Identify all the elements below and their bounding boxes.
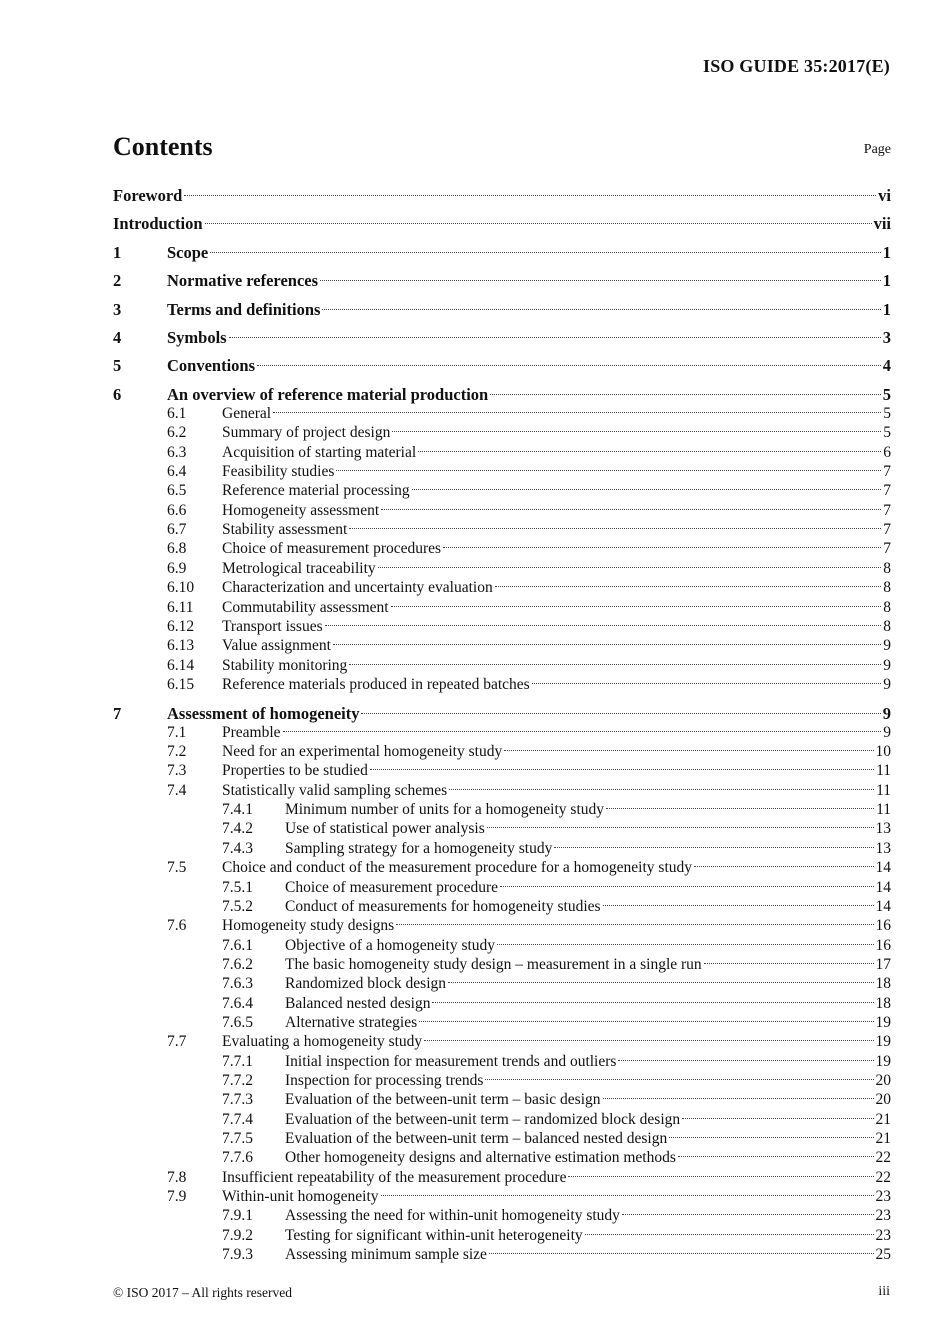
toc-leader-dots [489, 1253, 874, 1254]
toc-entry-number: 6.12 [167, 617, 195, 635]
toc-entry-page: 8 [883, 559, 891, 577]
toc-leader-dots [669, 1137, 873, 1138]
toc-entry[interactable] [113, 819, 891, 839]
toc-entry-page: 19 [875, 1033, 891, 1051]
toc-entry[interactable] [113, 974, 891, 994]
toc-entry-number: 7.4.1 [222, 801, 253, 819]
toc-entry-page: 10 [875, 743, 891, 761]
toc-entry-page: 14 [875, 859, 891, 877]
toc-entry-number: 6.6 [167, 501, 187, 519]
toc-entry-number: 7.1 [167, 723, 187, 741]
toc-entry[interactable] [113, 501, 891, 521]
toc-leader-dots [322, 309, 880, 310]
toc-entry-page: vii [873, 214, 891, 234]
toc-entry-title: Use of statistical power analysis [285, 820, 485, 838]
toc-leader-dots [495, 586, 882, 587]
toc-leader-dots [418, 451, 881, 452]
toc-entry[interactable] [113, 1110, 891, 1130]
toc-leader-dots [229, 337, 881, 338]
toc-leader-dots [391, 606, 882, 607]
toc-entry-title: Stability assessment [222, 521, 348, 539]
toc-entry-number: 7.2 [167, 743, 187, 761]
toc-entry-number: 7.6 [167, 917, 187, 935]
toc-entry-number: 2 [113, 271, 122, 291]
toc-entry-number: 6.15 [167, 675, 195, 693]
toc-entry-title: Acquisition of starting material [222, 443, 417, 461]
toc-entry-number: 7.7.2 [222, 1072, 253, 1089]
toc-entry-page: 13 [875, 839, 891, 857]
toc-entry-title: The basic homogeneity study design – measurement in a single run [285, 955, 702, 973]
toc-entry-title: Foreword [113, 186, 183, 205]
toc-entry-page: 21 [875, 1130, 891, 1148]
toc-entry-number: 6.2 [167, 424, 187, 442]
toc-entry-page: 18 [875, 994, 891, 1012]
document-code: ISO GUIDE 35:2017(E) [702, 56, 890, 76]
toc-leader-dots [370, 769, 874, 770]
toc-entry-number: 7.8 [167, 1168, 187, 1186]
toc-leader-dots [184, 195, 876, 196]
toc-leader-dots [349, 664, 881, 665]
toc-entry[interactable] [113, 742, 891, 762]
toc-entry-number: 7.7.6 [222, 1149, 253, 1167]
toc-entry-title: Minimum number of units for a homogeneity study [285, 801, 605, 819]
toc-entry-title: Reference material processing [222, 482, 410, 500]
toc-entry[interactable] [113, 1206, 891, 1226]
toc-entry-title: Insufficient repeatability of the measurement procedure [222, 1168, 567, 1186]
toc-leader-dots [487, 827, 874, 828]
toc-entry-number: 7.6.2 [222, 955, 253, 973]
toc-entry-title: Testing for significant within-unit heterogeneity [285, 1226, 583, 1244]
toc-entry-number: 7.6.1 [222, 936, 253, 954]
toc-leader-dots [336, 470, 881, 471]
toc-entry[interactable] [113, 385, 891, 405]
toc-entry-number: 6.11 [167, 598, 194, 616]
toc-entry-title: Balanced nested design [285, 994, 431, 1012]
toc-entry-page: 19 [875, 1013, 891, 1031]
toc-entry-title: Reference materials produced in repeated batches [222, 675, 530, 693]
toc-leader-dots [485, 1079, 873, 1080]
toc-entry-title: Inspection for processing trends [285, 1072, 484, 1089]
toc-leader-dots [205, 223, 872, 224]
toc-leader-dots [381, 509, 881, 510]
toc-entry-page: 16 [875, 936, 891, 954]
toc-entry-page: 22 [875, 1149, 891, 1167]
toc-leader-dots [333, 644, 881, 645]
toc-entry-page: 1 [882, 299, 891, 319]
toc-entry-number: 7.7 [167, 1033, 187, 1051]
toc-entry-page: 11 [876, 781, 891, 799]
toc-entry-page: 17 [875, 955, 891, 973]
toc-entry-number: 7.6.3 [222, 975, 253, 993]
toc-entry[interactable] [113, 1129, 891, 1149]
toc-entry-number: 6.5 [167, 482, 187, 500]
toc-entry-number: 7.5.2 [222, 897, 253, 915]
toc-leader-dots [554, 847, 873, 848]
toc-entry-page: 9 [883, 637, 891, 655]
toc-entry[interactable] [113, 800, 891, 820]
toc-leader-dots [568, 1176, 873, 1177]
toc-entry-number: 7.9.2 [222, 1226, 253, 1244]
toc-entry[interactable] [113, 704, 891, 724]
toc-entry-page: 16 [875, 917, 891, 935]
toc-leader-dots [361, 713, 880, 714]
toc-entry-page: 18 [875, 975, 891, 993]
toc-entry-page: 7 [883, 540, 891, 558]
toc-entry[interactable] [113, 936, 891, 956]
toc-entry-title: Alternative strategies [285, 1013, 418, 1031]
toc-entry[interactable] [113, 723, 891, 743]
toc-entry-title: Properties to be studied [222, 762, 368, 780]
toc-entry-number: 7.5 [167, 859, 187, 877]
toc-entry-page: 23 [875, 1188, 891, 1206]
contents-heading: Contents [113, 132, 213, 161]
toc-entry[interactable] [113, 1245, 891, 1265]
toc-leader-dots [432, 1002, 873, 1003]
toc-leader-dots [349, 528, 881, 529]
toc-entry-number: 7.9.3 [222, 1246, 253, 1264]
toc-leader-dots [704, 963, 874, 964]
toc-entry[interactable] [113, 539, 891, 559]
toc-leader-dots [618, 1060, 873, 1061]
toc-entry[interactable] [113, 636, 891, 656]
toc-entry-number: 7.7.4 [222, 1110, 253, 1128]
toc-entry-page: 9 [883, 656, 891, 674]
toc-entry[interactable] [113, 1013, 891, 1033]
toc-entry[interactable] [113, 404, 891, 424]
toc-entry[interactable] [113, 916, 891, 936]
toc-entry-number: 7.7.3 [222, 1091, 253, 1109]
toc-entry-number: 6.3 [167, 443, 187, 461]
toc-leader-dots [283, 731, 882, 732]
toc-entry-title: Need for an experimental homogeneity study [222, 743, 503, 761]
toc-entry-title: Introduction [113, 214, 203, 234]
toc-entry-number: 6.9 [167, 559, 187, 577]
toc-entry[interactable] [113, 328, 891, 348]
toc-entry[interactable] [113, 781, 891, 801]
toc-entry-title: Choice of measurement procedures [222, 540, 442, 558]
toc-entry[interactable] [113, 1226, 891, 1246]
toc-entry[interactable] [113, 520, 891, 540]
toc-entry-number: 3 [113, 299, 122, 319]
toc-leader-dots [585, 1234, 874, 1235]
toc-entry[interactable] [113, 300, 891, 320]
toc-entry-page: 11 [876, 801, 891, 819]
toc-leader-dots [257, 365, 881, 366]
toc-leader-dots [694, 866, 873, 867]
toc-entry-title: Conduct of measurements for homogeneity studies [285, 897, 601, 915]
toc-leader-dots [532, 683, 882, 684]
toc-entry-number: 6 [113, 384, 122, 404]
toc-entry[interactable] [113, 1052, 891, 1072]
toc-entry-page: 5 [883, 405, 891, 422]
toc-entry-page: 22 [875, 1168, 891, 1186]
toc-entry-number: 6.8 [167, 540, 187, 558]
toc-leader-dots [606, 808, 874, 809]
toc-entry-title: Choice of measurement procedure [285, 878, 499, 896]
toc-entry-title: Scope [167, 242, 209, 262]
toc-entry-title: Initial inspection for measurement trends and outliers [285, 1052, 617, 1070]
toc-entry-title: Within-unit homogeneity [222, 1188, 379, 1206]
toc-leader-dots [381, 1195, 874, 1196]
toc-entry[interactable] [113, 839, 891, 859]
toc-entry-page: 5 [883, 424, 891, 442]
toc-entry-number: 7 [113, 703, 122, 723]
toc-entry-page: 1 [882, 271, 891, 291]
toc-entry[interactable] [113, 955, 891, 975]
toc-entry[interactable] [113, 1148, 891, 1168]
toc-entry-page: 13 [875, 820, 891, 838]
footer-page-number: iii [878, 1284, 890, 1299]
toc-entry-title: Other homogeneity designs and alternative estimation methods [285, 1149, 676, 1167]
toc-entry-page: 5 [882, 384, 891, 404]
toc-entry-title: Evaluating a homogeneity study [222, 1033, 423, 1051]
toc-entry[interactable] [113, 578, 891, 598]
toc-entry-page: vi [878, 186, 891, 205]
toc-entry-title: Characterization and uncertainty evaluation [222, 579, 493, 597]
toc-entry[interactable] [113, 598, 891, 618]
toc-entry-number: 7.6.5 [222, 1013, 253, 1031]
toc-entry-number: 7.7.5 [222, 1130, 253, 1148]
toc-leader-dots [603, 1098, 874, 1099]
toc-entry-title: Preamble [222, 723, 281, 741]
toc-entry-page: 8 [883, 617, 891, 635]
toc-entry-number: 6.13 [167, 637, 195, 655]
toc-entry-title: Assessment of homogeneity [167, 703, 360, 723]
toc-entry-title: Sampling strategy for a homogeneity study [285, 839, 553, 857]
toc-entry-title: General [222, 405, 272, 422]
toc-entry-title: Assessing minimum sample size [285, 1246, 487, 1264]
toc-entry-title: Symbols [167, 328, 227, 347]
toc-entry-number: 7.9 [167, 1188, 187, 1206]
toc-entry-title: An overview of reference material production [167, 384, 489, 404]
toc-entry-page: 3 [882, 328, 891, 347]
toc-entry[interactable] [113, 1187, 891, 1207]
toc-entry-page: 8 [883, 579, 891, 597]
toc-leader-dots [682, 1118, 873, 1119]
toc-leader-dots [320, 280, 881, 281]
toc-entry-number: 7.9.1 [222, 1207, 253, 1225]
toc-entry-number: 7.3 [167, 762, 187, 780]
toc-entry-title: Normative references [167, 271, 319, 291]
toc-entry-page: 8 [883, 598, 891, 616]
toc-entry-page: 7 [883, 463, 891, 481]
toc-entry-title: Stability monitoring [222, 656, 348, 674]
toc-entry-title: Evaluation of the between-unit term – randomized block design [285, 1110, 681, 1128]
toc-entry-title: Evaluation of the between-unit term – balanced nested design [285, 1130, 668, 1148]
toc-entry[interactable] [113, 858, 891, 878]
toc-entry-title: Metrological traceability [222, 559, 376, 577]
toc-entry-title: Conventions [167, 356, 256, 376]
toc-entry[interactable] [113, 1168, 891, 1188]
toc-entry[interactable] [113, 617, 891, 637]
toc-leader-dots [603, 905, 874, 906]
toc-entry-page: 19 [875, 1052, 891, 1070]
toc-entry-number: 7.5.1 [222, 878, 253, 896]
toc-entry-page: 23 [875, 1226, 891, 1244]
toc-leader-dots [273, 412, 881, 413]
toc-entry-title: Transport issues [222, 617, 323, 635]
toc-entry-number: 6.1 [167, 405, 187, 422]
toc-entry-title: Randomized block design [285, 975, 446, 993]
toc-entry-page: 25 [875, 1246, 891, 1264]
toc-entry[interactable] [113, 243, 891, 263]
toc-entry-number: 7.4.3 [222, 839, 253, 857]
toc-entry-title: Commutability assessment [222, 598, 389, 616]
toc-entry-title: Feasibility studies [222, 463, 335, 481]
toc-entry[interactable] [113, 1032, 891, 1052]
toc-leader-dots [490, 394, 881, 395]
toc-entry[interactable] [113, 675, 891, 695]
toc-entry[interactable] [113, 481, 891, 501]
toc-entry[interactable] [113, 1090, 891, 1110]
toc-entry-title: Assessing the need for within-unit homogeneity study [285, 1207, 620, 1225]
toc-entry-page: 9 [882, 703, 891, 723]
toc-entry-page: 9 [883, 675, 891, 693]
toc-entry-page: 1 [882, 242, 891, 262]
toc-entry[interactable] [113, 186, 891, 206]
toc-entry-page: 23 [875, 1207, 891, 1225]
toc-entry-number: 1 [113, 242, 122, 262]
toc-entry[interactable] [113, 462, 891, 482]
toc-entry-title: Evaluation of the between-unit term – basic design [285, 1091, 601, 1109]
page-column-label: Page [863, 142, 891, 157]
toc-leader-dots [443, 547, 881, 548]
footer-copyright: © ISO 2017 – All rights reserved [113, 1285, 292, 1300]
toc-entry-number: 5 [113, 356, 122, 376]
toc-entry-number: 6.14 [167, 656, 195, 674]
toc-entry-page: 4 [882, 356, 891, 376]
toc-entry[interactable] [113, 897, 891, 917]
toc-leader-dots [678, 1156, 874, 1157]
toc-entry-title: Statistically valid sampling schemes [222, 781, 448, 799]
toc-entry-title: Value assignment [222, 637, 331, 655]
toc-leader-dots [449, 789, 874, 790]
toc-leader-dots [504, 750, 873, 751]
toc-entry[interactable] [113, 423, 891, 443]
toc-entry-title: Summary of project design [222, 424, 391, 442]
toc-leader-dots [412, 489, 882, 490]
toc-entry[interactable] [113, 559, 891, 579]
toc-entry-title: Choice and conduct of the measurement procedure for a homogeneity study [222, 859, 693, 877]
toc-entry-title: Homogeneity assessment [222, 501, 380, 519]
toc-entry-page: 20 [875, 1091, 891, 1109]
toc-entry-page: 14 [875, 897, 891, 915]
toc-leader-dots [448, 982, 874, 983]
toc-entry[interactable] [113, 994, 891, 1014]
toc-leader-dots [622, 1214, 874, 1215]
toc-entry[interactable] [113, 356, 891, 376]
toc-entry-page: 14 [875, 878, 891, 896]
toc-entry-number: 7.4 [167, 781, 187, 799]
toc-leader-dots [378, 567, 882, 568]
toc-entry-number: 6.7 [167, 521, 187, 539]
toc-leader-dots [210, 252, 881, 253]
toc-leader-dots [325, 625, 882, 626]
toc-entry[interactable] [113, 443, 891, 463]
toc-entry-title: Terms and definitions [167, 299, 321, 319]
toc-leader-dots [396, 924, 873, 925]
toc-entry-page: 20 [875, 1072, 891, 1089]
toc-entry-number: 7.7.1 [222, 1052, 253, 1070]
toc-entry-page: 7 [883, 482, 891, 500]
toc-entry-page: 9 [883, 723, 891, 741]
toc-entry[interactable] [113, 214, 891, 234]
toc-entry-page: 7 [883, 521, 891, 539]
toc-entry-number: 7.4.2 [222, 820, 253, 838]
toc-entry[interactable] [113, 1071, 891, 1091]
toc-leader-dots [424, 1040, 873, 1041]
toc-entry-page: 6 [883, 443, 891, 461]
toc-entry-title: Objective of a homogeneity study [285, 936, 496, 954]
toc-entry[interactable] [113, 656, 891, 676]
toc-leader-dots [497, 944, 873, 945]
toc-entry-number: 4 [113, 328, 122, 347]
toc-leader-dots [500, 886, 873, 887]
toc-entry-title: Homogeneity study designs [222, 917, 395, 935]
toc-entry[interactable] [113, 761, 891, 781]
toc-entry[interactable] [113, 878, 891, 898]
toc-leader-dots [392, 431, 881, 432]
toc-entry-page: 7 [883, 501, 891, 519]
toc-entry-number: 7.6.4 [222, 994, 253, 1012]
toc-entry-page: 21 [875, 1110, 891, 1128]
toc-leader-dots [419, 1021, 873, 1022]
toc-entry-page: 11 [876, 762, 891, 780]
toc-entry-number: 6.10 [167, 579, 195, 597]
toc-entry-number: 6.4 [167, 463, 187, 481]
toc-entry[interactable] [113, 271, 891, 291]
